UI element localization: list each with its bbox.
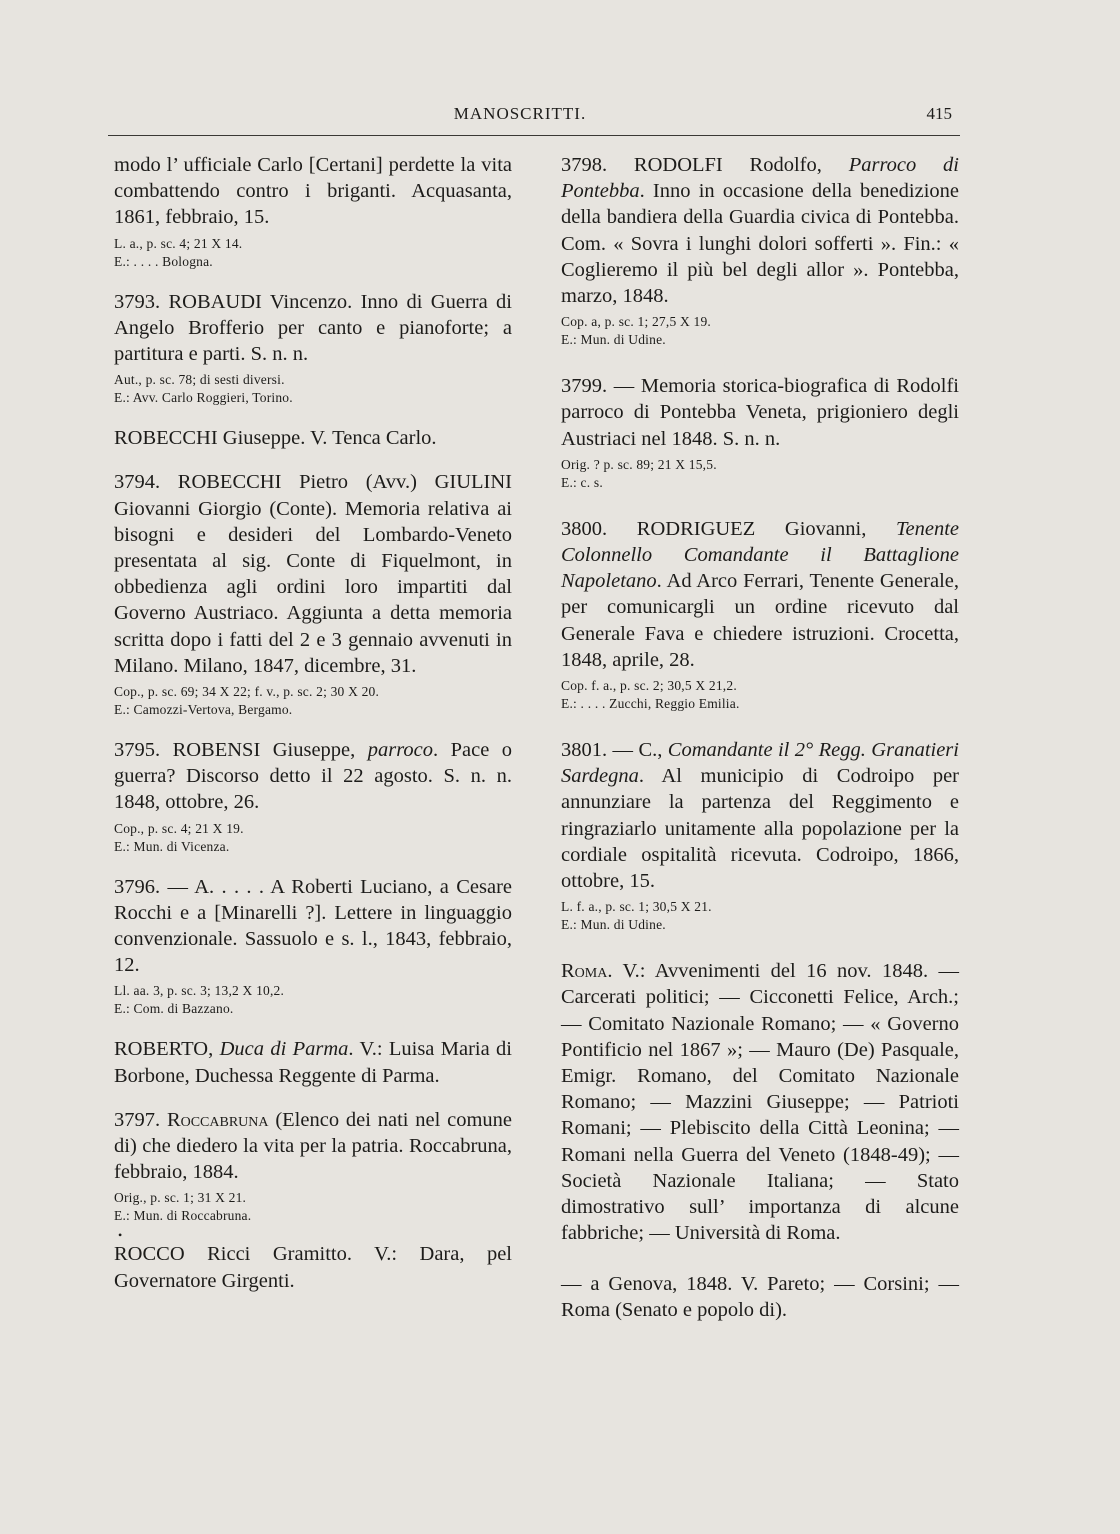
bullet-mark: • [118, 1228, 123, 1243]
entry-text: modo l’ ufficiale Carlo [Certani] perdette la vita combattendo contro i briganti. Acquasanta, 1861, febbraio, 15. [114, 154, 512, 229]
entry-3798 [561, 152, 959, 349]
entry-meta: Orig. ? p. sc. 89; 21 X 15,5. [561, 456, 717, 472]
entry-3801 [561, 737, 959, 934]
entry-location: E.: Com. di Bazzano. [114, 1001, 234, 1017]
entry-text: 3799. — Memoria storica-biografica di Rodolfi parroco di Pontebba Veneta, prigioniero degli Austriaci nel 1848. S. n. n. [561, 375, 959, 450]
entry-3799 [561, 373, 959, 492]
entry-location: E.: . . . . Zucchi, Reggio Emilia. [561, 696, 740, 712]
entry-text: — a Genova, 1848. V. Pareto; — Corsini; — Roma (Senato e popolo di). [561, 1272, 959, 1321]
running-head: MANOSCRITTI. [453, 104, 587, 123]
entry-3793 [114, 289, 512, 408]
entry-text: 3800. RODRIGUEZ Giovanni, Tenente Colonnello Comandante il Battaglione Napoletano. Ad Arco Ferrari, Tenente Generale, per comunicargli un ordine ricevuto dal Generale Fava e chiedere istruzioni. Crocetta, 1848, aprile, 28. [561, 517, 959, 671]
entry-3796 [114, 874, 512, 1019]
cross-reference-robecchi-giuseppe [114, 425, 512, 451]
entry-meta: L. a., p. sc. 4; 21 X 14. [114, 235, 243, 251]
entry-text: 3793. ROBAUDI Vincenzo. Inno di Guerra di Angelo Brofferio per canto e pianoforte; a partitura e parti. S. n. n. [114, 290, 512, 366]
entry-text: 3801. — C., Comandante il 2° Regg. Granatieri Sardegna. Al municipio di Codroipo per annunziare la partenza del Reggimento e ringraziarlo unitamente alla popolazione per la cordiale ospitalità ricevuta. Codroipo, 1866, ottobre, 15. [561, 739, 959, 893]
entry-text: ROBERTO, Duca di Parma. V.: Luisa Maria di Borbone, Duchessa Reggente di Parma. [114, 1038, 512, 1087]
entry-location: E.: Mun. di Udine. [561, 917, 666, 933]
entry-3800 [561, 516, 959, 713]
entry-text: 3798. RODOLFI Rodolfo, Parroco di Pontebba. Inno in occasione della benedizione della bandiera della Guardia civica di Pontebba. Com. « Sovra i lunghi dolori sofferti ». Fin.: « Coglieremo il più bel degli allor ». Pontebba, marzo, 1848. [561, 154, 959, 308]
entry-location: E.: c. s. [561, 474, 603, 490]
entry-meta: Orig., p. sc. 1; 31 X 21. [114, 1190, 247, 1206]
cross-reference-rocco [114, 1241, 512, 1293]
entry-location: E.: Camozzi-Vertova, Bergamo. [114, 702, 293, 718]
entry-meta: Cop. a, p. sc. 1; 27,5 X 19. [561, 314, 711, 330]
cross-reference-roma [561, 958, 959, 1246]
entry-meta: L. f. a., p. sc. 1; 30,5 X 21. [561, 899, 712, 915]
entry-text: 3794. ROBECCHI Pietro (Avv.) GIULINI Giovanni Giorgio (Conte). Memoria relativa ai bisogni e desideri del Lombardo-Veneto presentata al sig. Conte di Fiquelmont, in obbedienza agli ordini loro impartiti dal Governo Austriaco. Aggiunta a detta memoria scritta dopo i fatti del 2 e 3 gennaio avvenuti in Milano. Milano, 1847, dicembre, 31. [114, 471, 512, 677]
entry-location: E.: Mun. di Vicenza. [114, 838, 230, 854]
entry-location: E.: . . . . Bologna. [114, 253, 213, 269]
entry-3795 [114, 737, 512, 856]
entry-3794 [114, 469, 512, 719]
entry-text: 3795. ROBENSI Giuseppe, parroco. Pace o guerra? Discorso detto il 22 agosto. S. n. n. 1848, ottobre, 26. [114, 739, 512, 814]
entry-meta: Cop., p. sc. 4; 21 X 19. [114, 820, 244, 836]
cross-reference-roberto [114, 1036, 512, 1088]
entry-text: 3796. — A. . . . . A Roberti Luciano, a Cesare Rocchi e a [Minarelli ?]. Lettere in linguaggio convenzionale. Sassuolo e s. l., 1843, febbraio, 12. [114, 875, 512, 977]
entry-continued [114, 152, 512, 271]
entry-text: 3797. Roccabruna (Elenco dei nati nel comune di) che diedero la vita per la patria. Roccabruna, febbraio, 1884. [114, 1108, 513, 1184]
entry-location: E.: Mun. di Udine. [561, 332, 666, 348]
entry-location: E.: Avv. Carlo Roggieri, Torino. [114, 390, 293, 406]
left-column [114, 152, 512, 1294]
entry-3797 [114, 1107, 512, 1242]
right-column [561, 152, 959, 1323]
entry-text: Roma. V.: Avvenimenti del 16 nov. 1848. — Carcerati politici; — Cicconetti Felice, Arch.; — Comitato Nazionale Romano; — « Governo Pontificio nel 1867 »; — Mauro (De) Pasquale, Emigr. Romano, del Comitato Nazionale Romano; — Mazzini Giuseppe; — Patrioti Romani; — Plebiscito della Città Leonina; — Romani nella Guerra del Veneto (1848-49); — Società Nazionale Italiana; — Stato dimostrativo sull’ importanza di alcune fabbriche; — Università di Roma. [561, 960, 959, 1245]
entry-meta: Ll. aa. 3, p. sc. 3; 13,2 X 10,2. [114, 983, 285, 999]
entry-meta: Cop. f. a., p. sc. 2; 30,5 X 21,2. [561, 678, 737, 694]
cross-reference-genova [561, 1271, 959, 1323]
entry-location: E.: Mun. di Roccabruna. [114, 1208, 252, 1224]
entry-text: ROCCO Ricci Gramitto. V.: Dara, pel Governatore Girgenti. [114, 1243, 512, 1292]
entry-text: ROBECCHI Giuseppe. V. Tenca Carlo. [114, 427, 437, 450]
entry-meta: Aut., p. sc. 78; di sesti diversi. [114, 372, 285, 388]
page-number: 415 [926, 104, 952, 123]
entry-meta: Cop., p. sc. 69; 34 X 22; f. v., p. sc. 2; 30 X 20. [114, 684, 380, 700]
header-rule [108, 135, 960, 136]
